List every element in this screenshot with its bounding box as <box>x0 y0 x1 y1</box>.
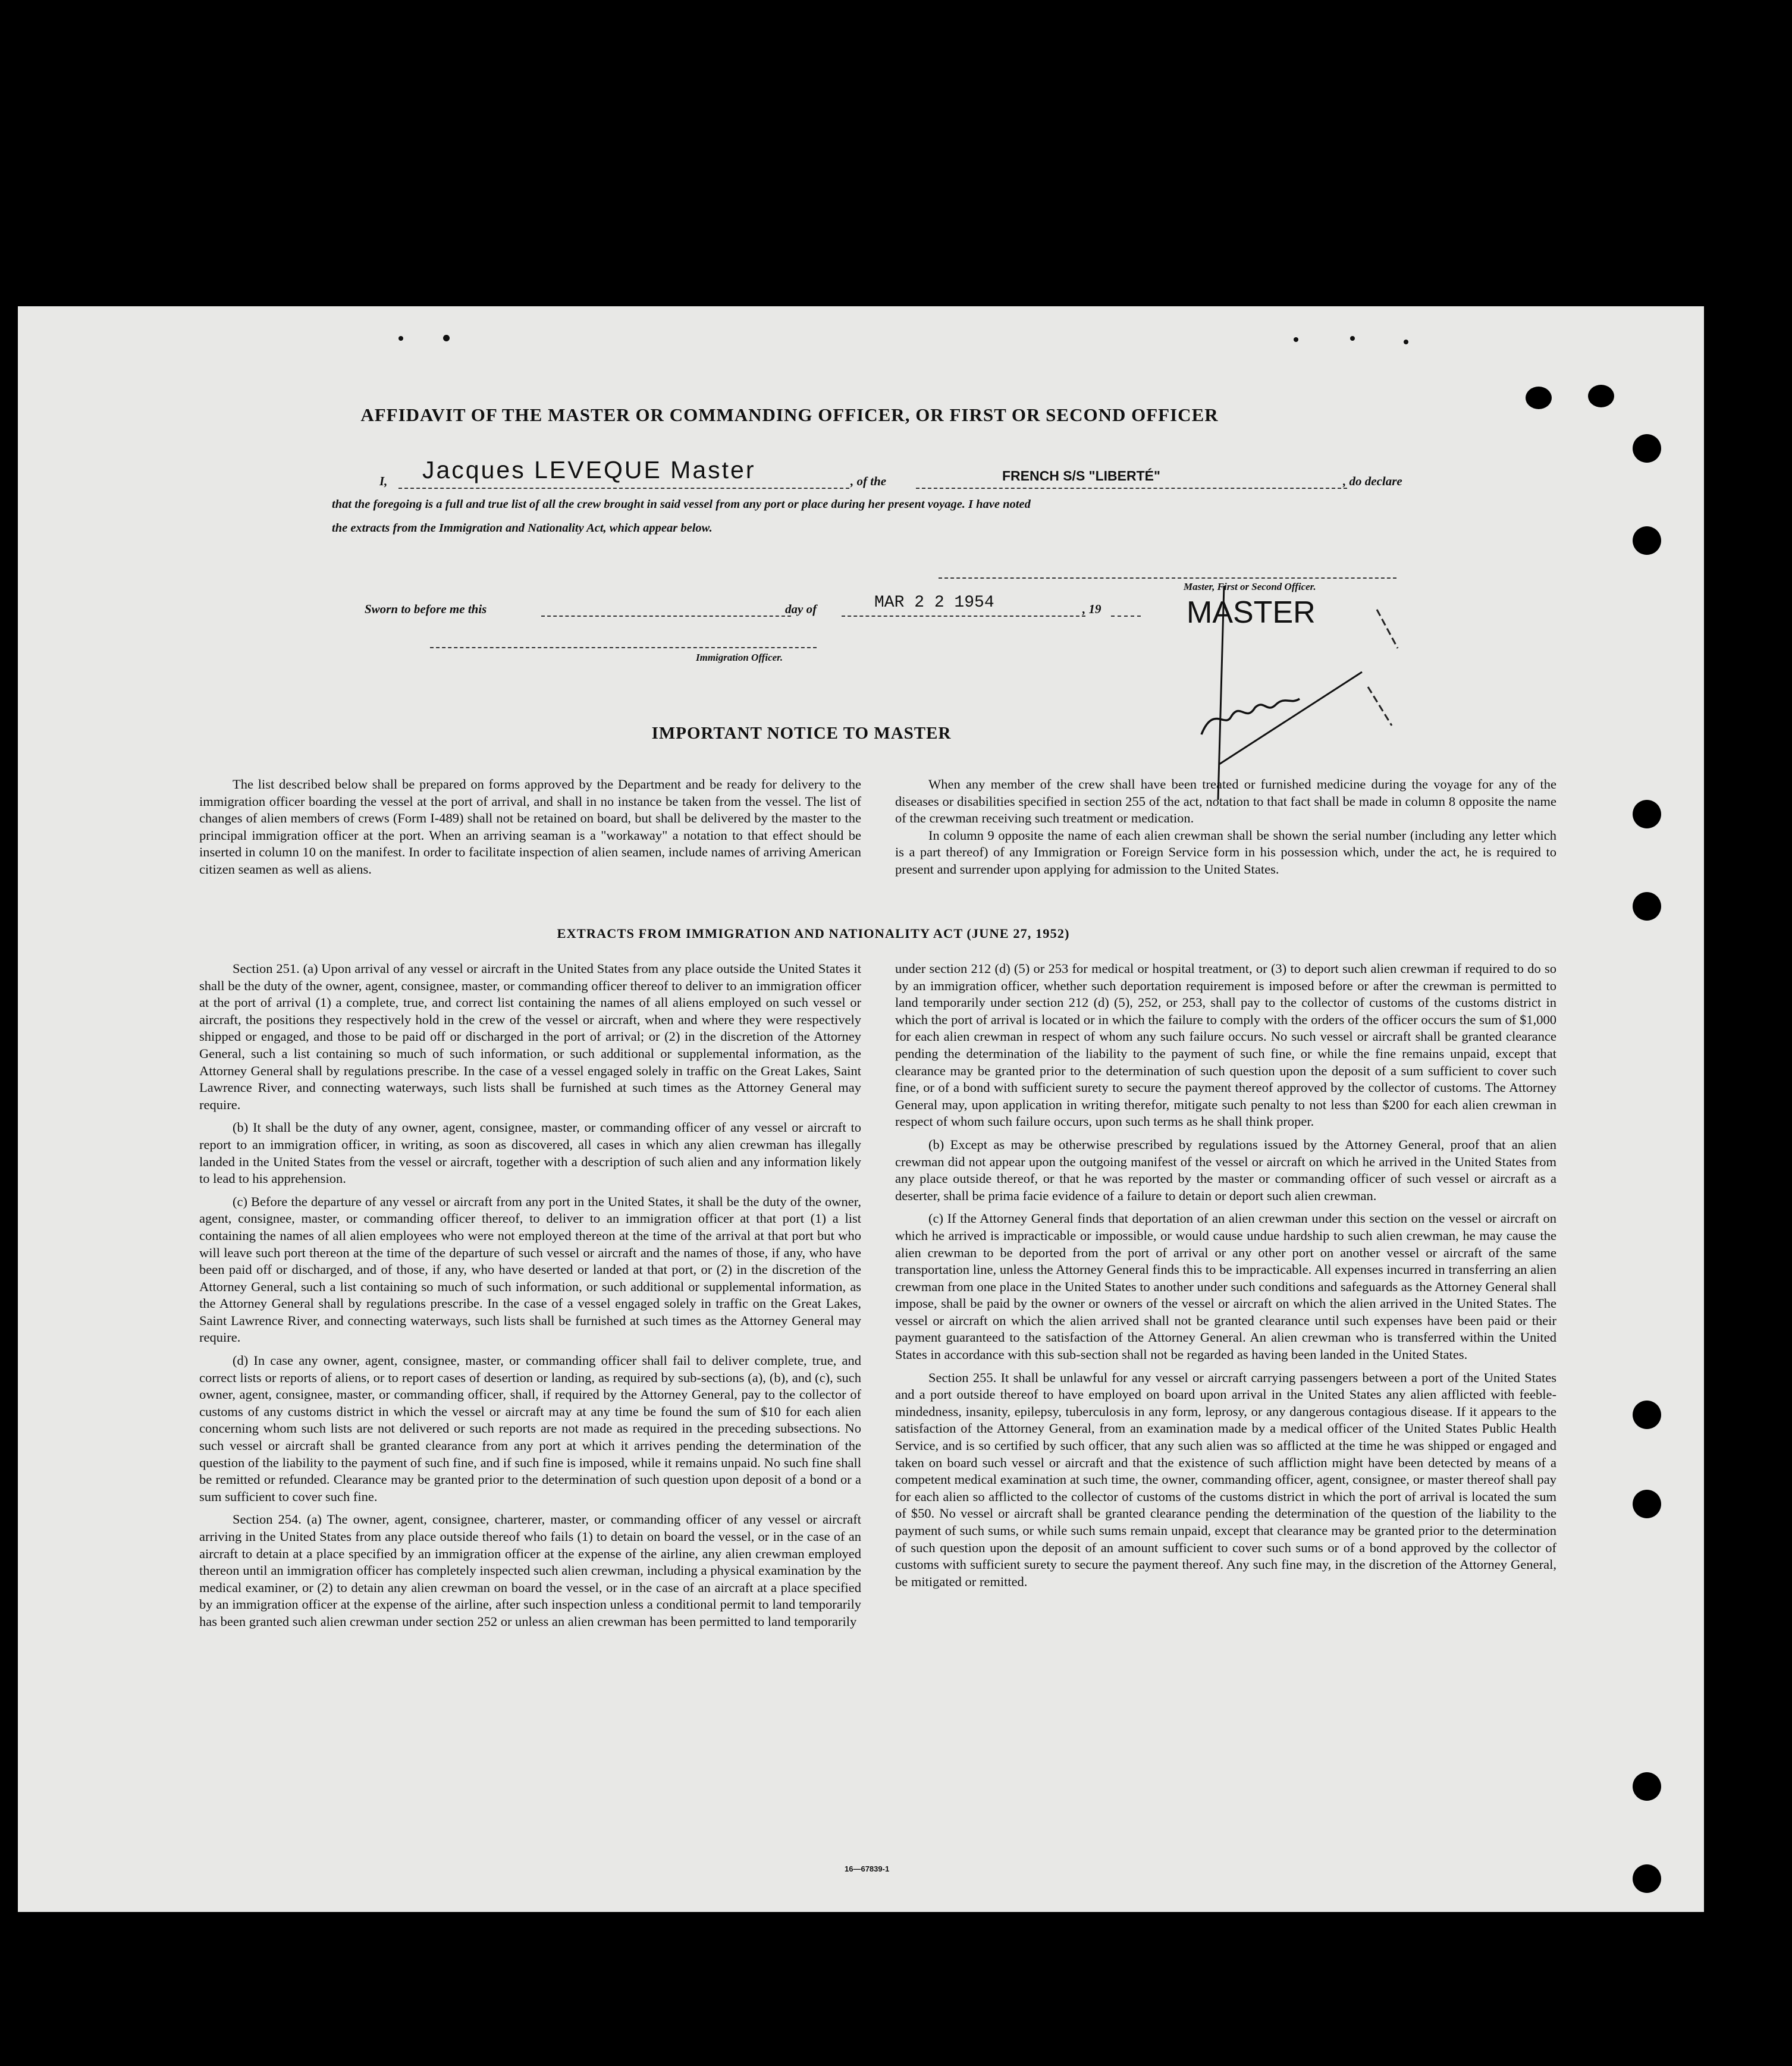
declaration-line-2: the extracts from the Immigration and Nationality Act, which appear below. <box>332 522 713 535</box>
extracts-left-paragraph: Section 251. (a) Upon arrival of any vessel or aircraft in the United States from any place outside the United States it shall be the duty of the owner, agent, consignee, master, or commanding officer thereof to deliver to an immigration officer at the port of arrival (1) a complete, true, and correct list containing the names of all aliens employed on such vessel or aircraft, the positions they respectively hold in the crew of the vessel or aircraft, when and where they were respectively shipped or engaged, and those to be paid off or discharged in the port of arrival; or (2) in the discretion of the Attorney General, such a list containing so much of such information, or such additional or supplemental information, as the Attorney General shall by regulations prescribe. In the case of a vessel engaged solely in traffic on the Great Lakes, Saint Lawrence River, and connecting waterways, such lists shall be furnished at such times as the Attorney General may require. <box>199 961 861 1112</box>
notice-left-paragraph: The list described below shall be prepared on forms approved by the Department and be ready for delivery to the immigration officer boarding the vessel at the port of arrival, and shall in no instance be taken from the vessel. The list of changes of alien members of crews (Form I-489) shall not be retained on board, but shall be delivered by the master to the principal immigration officer at the port. When an arriving seaman is a "workaway" a notation to that effect should be inserted in column 10 on the manifest. In order to facilitate inspection of alien seamen, include names of arriving American citizen seamen as well as aliens. <box>199 777 861 877</box>
speck <box>398 336 403 341</box>
name-line <box>398 488 849 489</box>
punch-hole <box>1633 1490 1661 1518</box>
punch-hole <box>1633 434 1661 463</box>
punch-hole <box>1633 1864 1661 1893</box>
speck <box>1404 340 1408 344</box>
notice-left-column <box>199 776 861 884</box>
master-name: Jacques LEVEQUE Master <box>422 456 756 483</box>
speck <box>1294 337 1298 342</box>
date-stamp: MAR 2 2 1954 <box>874 594 994 612</box>
sworn-month-line <box>842 616 1085 617</box>
master-officer-caption: Master, First or Second Officer. <box>1184 581 1316 592</box>
sworn-label: Sworn to before me this <box>365 602 487 616</box>
notice-right-column <box>895 776 1556 884</box>
punch-hole <box>1633 526 1661 555</box>
extracts-right-paragraph: (b) Except as may be otherwise prescribed by regulations issued by the Attorney General, proof that an alien crewman did not appear upon the outgoing manifest of the vessel or aircraft on which he arrived in the United States from any place outside thereof, or that he was reported by the master or commanding officer of such vessel or aircraft as a deserter, shall be prima facie evidence of a failure to detain or deport such alien crewman. <box>895 1136 1556 1203</box>
extracts-right-paragraph: (c) If the Attorney General finds that deportation of an alien crewman under this section on the vessel or aircraft on which he arrived is impracticable or impossible, or would cause undue hardship to such alien crewman, he may cause the alien crewman to be deported from the port of arrival or any other port on another vessel or aircraft of the same transportation line, unless the Attorney General finds this to be impracticable. All expenses incurred in transferring an alien crewman from one place in the United States to another under such conditions and safeguards as the Attorney General shall impose, shall be paid by the owner or owners of the vessel or aircraft on which the alien arrived in the United States. The vessel or aircraft on which the alien arrived shall not be granted clearance until such expenses have been paid or their payment guaranteed to the satisfaction of the Attorney General. An alien crewman who is transferred within the United States in accordance with this sub-section shall not be regarded as having been landed in the United States. <box>895 1211 1556 1362</box>
extracts-right-paragraph: under section 212 (d) (5) or 253 for medical or hospital treatment, or (3) to deport such alien crewman if required to do so by an immigration officer, whether such deportation requirement is imposed before or after the crewman is permitted to land temporarily under section 212 (d) (5), 252, or 253, shall pay to the collector of customs of the customs district in which the port of arrival is located or in which the failure to comply with the orders of the officer occurs the sum of $1,000 for each alien crewman in respect of whom any such failure occurs. No such vessel or aircraft shall be granted clearance pending the determination of the liability to the payment of such fine, or while the fine remains unpaid, except that clearance may be granted prior to the determination of such question upon the deposit of a sum sufficient to cover such fine, or of a bond with sufficient surety to secure the payment thereof approved by the collector of customs. The Attorney General may, upon application in writing therefor, mitigate such penalty to not less than $200 for each alien crewman in respect of whom such failure occurs, upon such terms as he shall think proper. <box>895 961 1556 1129</box>
notice-title: IMPORTANT NOTICE TO MASTER <box>651 724 952 743</box>
punch-hole <box>1633 1401 1661 1429</box>
of-the-label: , of the <box>851 474 887 488</box>
year-line <box>1111 616 1141 617</box>
master-signature-line <box>939 577 1396 579</box>
extracts-left-paragraph: (b) It shall be the duty of any owner, agent, consignee, master, or commanding officer of any vessel or aircraft to report to an immigration officer, in writing, as soon as discovered, all cases in which any alien crewman has illegally landed in the United States from the vessel or aircraft, together with a description of such alien and any information likely to lead to his apprehension. <box>199 1120 861 1186</box>
year-label: , 19 <box>1082 602 1101 616</box>
speck <box>1350 336 1355 341</box>
speck <box>443 335 450 341</box>
extracts-left-paragraph: Section 254. (a) The owner, agent, consignee, charterer, master, or commanding officer of any vessel or aircraft arriving in the United States from any place outside thereof who fails (1) to detain on board the vessel, or in the case of an aircraft to detain at a place specified by an immigration officer at the expense of the airline, any alien crewman employed thereon until an immigration officer has completely inspected such alien crewman, including a physical examination by the medical examiner, or (2) to detain any alien crewman on board the vessel, or in the case of an aircraft at a place specified by an immigration officer at the expense of the airline, after such inspection unless a conditional permit to land temporarily has been granted such alien crewman under section 252 or unless an alien crewman has been permitted to land temporarily <box>199 1512 861 1629</box>
extracts-title: EXTRACTS FROM IMMIGRATION AND NATIONALITY ACT (JUNE 27, 1952) <box>557 926 1070 941</box>
vessel-line <box>916 488 1347 489</box>
punch-hole <box>1633 1772 1661 1801</box>
do-declare-label: , do declare <box>1343 474 1402 488</box>
print-code: 16—67839-1 <box>845 1864 890 1873</box>
extracts-left-paragraph: (c) Before the departure of any vessel or aircraft from any port in the United States, it shall be the duty of the owner, agent, consignee, master, or commanding officer thereof, to deliver to an immigration officer at that port (1) a list containing the names of all alien employees who were not employed thereon at the time of the arrival at that port but who will leave such port thereon at the time of the departure of such vessel or aircraft and the names of those, if any, who have been paid off or discharged, and of those, if any, who have deserted or landed at that port, or (2) in the discretion of the Attorney General, such a list containing so much of such information, or such additional or supplemental information, as the Attorney General shall by regulations prescribe. In the case of a vessel engaged solely in traffic on the Great Lakes, Saint Lawrence River, and connecting waterways, such lists shall be furnished at such times as the Attorney General may require. <box>199 1194 861 1345</box>
notice-right-paragraph: When any member of the crew shall have been treated or furnished medicine during the voyage for any of the diseases or disabilities specified in section 255 of the act, notation to that fact shall be made in column 8 opposite the name of the crewman receiving such treatment or medication. <box>895 777 1556 826</box>
affidavit-title: AFFIDAVIT OF THE MASTER OR COMMANDING OFFICER, OR FIRST OR SECOND OFFICER <box>360 404 1219 425</box>
extracts-left-column <box>199 960 861 1637</box>
extracts-right-column <box>895 960 1556 1596</box>
punch-hole <box>1633 800 1661 828</box>
sworn-day-line <box>541 616 791 617</box>
immigration-officer-caption: Immigration Officer. <box>696 652 783 663</box>
document-sheet <box>18 306 1704 1912</box>
declaration-line-1: that the foregoing is a full and true list of all the crew brought in said vessel from any port or place during her present voyage. I have noted <box>332 498 1031 511</box>
punch-hole <box>1633 892 1661 921</box>
extracts-left-paragraph: (d) In case any owner, agent, consignee, master, or commanding officer shall fail to deliver complete, true, and correct lists or reports of aliens, or to report cases of desertion or landing, as required by sub-sections (a), (b), and (c), such owner, agent, consignee, master, or commanding officer, shall, if required by the Attorney General, pay to the collector of customs of any customs district in which the vessel or aircraft may at any time be found the sum of $10 for each alien concerning whom such lists are not delivered or such reports are not made as required in the preceding subsections. No such vessel or aircraft shall be granted clearance from any port at which it arrives pending the determination of the question of the liability to the payment of such fine, and if such fine is imposed, while it remains unpaid. No such fine shall be remitted or refunded. Clearance may be granted prior to the determination of such question upon deposit of a bond or a sum sufficient to cover such fine. <box>199 1353 861 1504</box>
extracts-right-paragraph: Section 255. It shall be unlawful for any vessel or aircraft carrying passengers between a port of the United States and a port outside thereof to have employed on board upon arrival in the United States any alien afflicted with feeble-mindedness, insanity, epilepsy, tuberculosis in any form, leprosy, or any dangerous contagious disease. If it appears to the satisfaction of the Attorney General, from an examination made by a medical officer of the United States Public Health Service, and is so certified by such officer, that any such alien was so afflicted at the time he was shipped or engaged and taken on board such vessel or aircraft and that the existence of such affliction might have been detected by means of a competent medical examination at such time, the owner, commanding officer, agent, consignee, or master thereof shall pay for each alien so afflicted to the collector of customs of the customs district in which the port of arrival is located the sum of $50. No vessel or aircraft shall be granted clearance pending the determination of the question of the liability to the payment of such sums, or while such sums remain unpaid, except that clearance may be granted prior to the determination of such question upon the deposit of an amount sufficient to cover such sums or of a bond approved by the collector of customs with sufficient surety to secure the payment thereof. Any such fine may, in the discretion of the Attorney General, be mitigated or remitted. <box>895 1370 1556 1589</box>
day-of-label: day of <box>785 602 817 616</box>
immigration-officer-line <box>430 647 817 648</box>
vessel-name: FRENCH S/S "LIBERTÉ" <box>1002 468 1160 483</box>
notice-right-paragraph: In column 9 opposite the name of each alien crewman shall be shown the serial number (including any letter which is a part thereof) of any Immigration or Foreign Service form in his possession which, under the act, he is required to present and surrender upon applying for admission to the United States. <box>895 827 1556 877</box>
master-stamp: MASTER <box>1187 595 1316 630</box>
i-label: I, <box>379 474 388 488</box>
